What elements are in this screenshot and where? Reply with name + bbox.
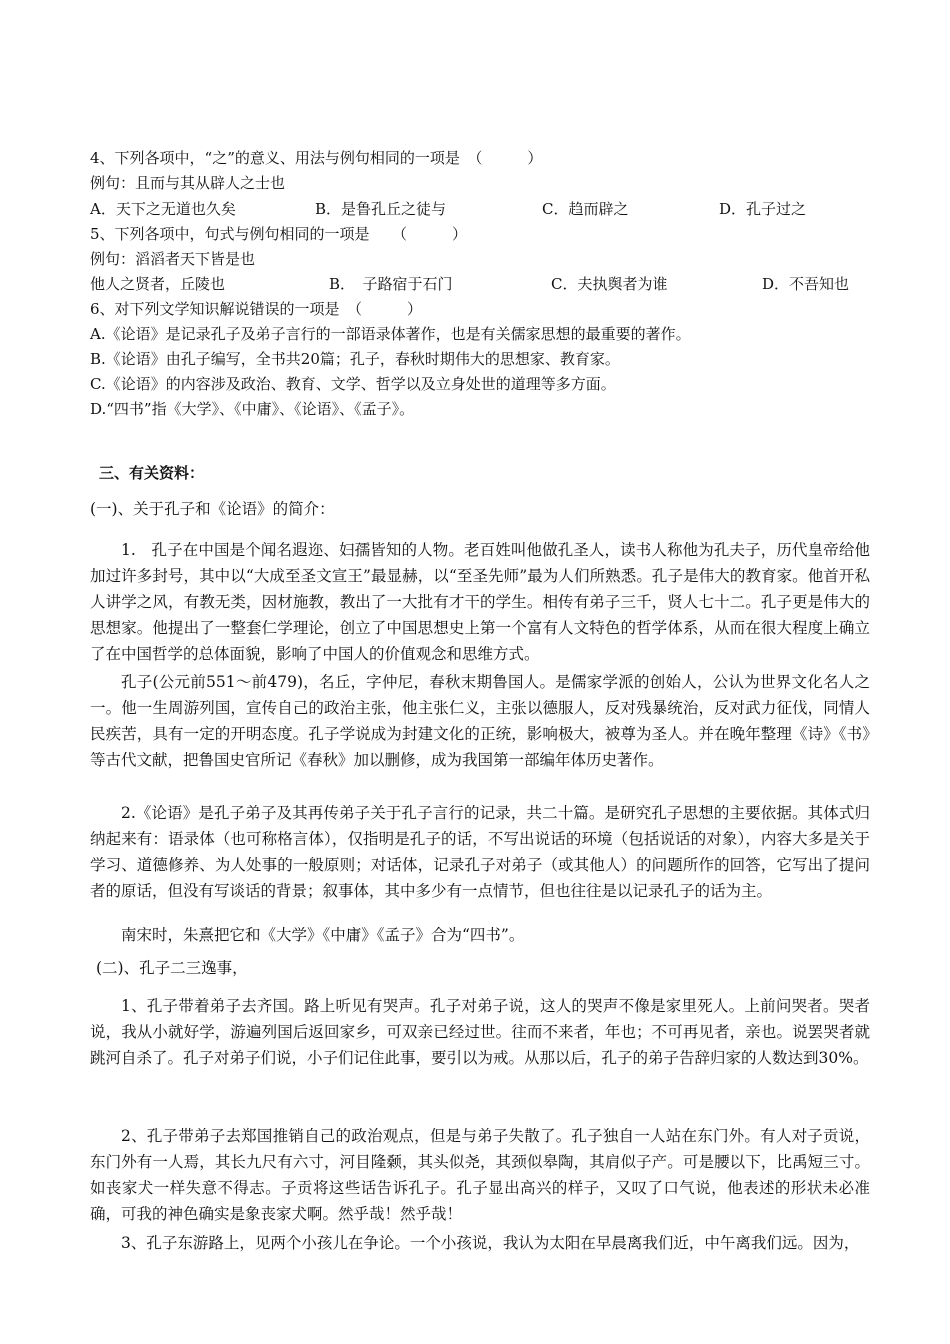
part1-paragraph: 2.《论语》是孔子弟子及其再传弟子关于孔子言行的记录，共二十篇。是研究孔子思想的主要依据。其体式归纳起来有：语录体（也可称格言体），仅指明是孔子的话，不写出说话的环境（包括说话的对象），内容大多是关于学习、道德修养、为人处事的一般原则；对话体，记录孔子对弟子（或其他人）的问题所作的回答，它写出了提问者的原话，但没有写谈话的背景；叙事体，其中多少有一点情节，但也往往是以记录孔子的话为主。 <box>90 804 870 900</box>
q5-example: 例句：滔滔者天下皆是也 <box>90 250 256 268</box>
q4-example: 例句：且而与其从辟人之士也 <box>90 174 286 192</box>
q5-option-c: C．夫执舆者为谁 <box>551 275 668 293</box>
q4-stem: 4、下列各项中，“之”的意义、用法与例句相同的一项是 （ ） <box>90 149 543 167</box>
q5-option-a: 他人之贤者，丘陵也 <box>90 275 226 293</box>
q4-options <box>90 199 890 219</box>
part2-paragraph: 3、孔子东游路上，见两个小孩儿在争论。一个小孩说，我认为太阳在早晨离我们近，中午离我们远。因为， <box>121 1234 860 1252</box>
part1-paragraph: 1. 孔子在中国是个闻名遐迩、妇孺皆知的人物。老百姓叫他做孔圣人，读书人称他为孔夫子，历代皇帝给他加过许多封号，其中以“大成至圣文宣王”最显赫，以“至圣先师”最为人们所熟悉。孔子是伟大的教育家。他首开私人讲学之风，有教无类，因材施教，教出了一大批有才干的学生。相传有弟子三千，贤人七十二。孔子更是伟大的思想家。他提出了一整套仁学理论，创立了中国思想史上第一个富有人文特色的哲学体系，从而在很大程度上确立了在中国哲学的总体面貌，影响了中国人的价值观念和思维方式。 <box>90 541 870 663</box>
q4-option-c: C．趋而辟之 <box>542 200 629 218</box>
q5-option-b: B． 子路宿于石门 <box>329 275 453 293</box>
q6-option-c: C.《论语》的内容涉及政治、教育、文学、哲学以及立身处世的道理等多方面。 <box>90 375 616 393</box>
q4-option-b: B．是鲁孔丘之徒与 <box>315 200 447 218</box>
q6-option-a: A.《论语》是记录孔子及弟子言行的一部语录体著作，也是有关儒家思想的最重要的著作。 <box>90 325 691 343</box>
part2-paragraph: 2、孔子带弟子去郑国推销自己的政治观点，但是与弟子失散了。孔子独自一人站在东门外。有人对子贡说，东门外有一人焉，其长九尺有六寸，河目隆颡，其头似尧，其颈似皋陶，其肩似子产。可是腰以下，比禹短三寸。如丧家犬一样失意不得志。子贡将这些话告诉孔子。孔子显出高兴的样子，又叹了口气说，他表述的形状未必准确，可我的神色确实是象丧家犬啊。然乎哉！然乎哉！ <box>90 1127 870 1223</box>
part2-paragraph: 1、孔子带着弟子去齐国。路上听见有哭声。孔子对弟子说，这人的哭声不像是家里死人。上前问哭者。哭者说，我从小就好学，游遍列国后返回家乡，可双亲已经过世。往而不来者，年也；不可再见者，亲也。说罢哭者就跳河自杀了。孔子对弟子们说，小子们记住此事，要引以为戒。从那以后，孔子的弟子告辞归家的人数达到30%。 <box>90 997 870 1067</box>
section-heading: 三、有关资料： <box>99 464 205 482</box>
q6-option-b: B.《论语》由孔子编写，全书共20篇；孔子，春秋时期伟大的思想家、教育家。 <box>90 350 620 368</box>
part2-title: (二)、孔子二三逸事， <box>96 959 248 977</box>
part1-paragraph: 南宋时，朱熹把它和《大学》《中庸》《孟子》合为“四书”。 <box>121 926 525 944</box>
q6-stem: 6、对下列文学知识解说错误的一项是 （ ） <box>90 300 423 318</box>
q4-option-d: D．孔子过之 <box>719 200 807 218</box>
part1-title: (一)、关于孔子和《论语》的简介： <box>90 500 335 518</box>
q4-option-a: A．天下之无道也久矣 <box>90 200 236 218</box>
q6-option-d: D.“四书”指《大学》、《中庸》、《论语》、《孟子》。 <box>90 400 415 418</box>
q5-option-d: D．不吾知也 <box>762 275 850 293</box>
part1-paragraph: 孔子(公元前551～前479)，名丘，字仲尼，春秋末期鲁国人。是儒家学派的创始人，公认为世界文化名人之一。他一生周游列国，宣传自己的政治主张，他主张仁义，主张以德服人，反对残暴统治，反对武力征伐，同情人民疾苦，具有一定的开明态度。孔子学说成为封建文化的正统，影响极大，被尊为圣人。并在晚年整理《诗》《书》等古代文献，把鲁国史官所记《春秋》加以删修，成为我国第一部编年体历史著作。 <box>90 673 870 769</box>
q5-stem: 5、下列各项中，句式与例句相同的一项是 （ ） <box>90 225 468 243</box>
q5-options <box>90 274 890 294</box>
